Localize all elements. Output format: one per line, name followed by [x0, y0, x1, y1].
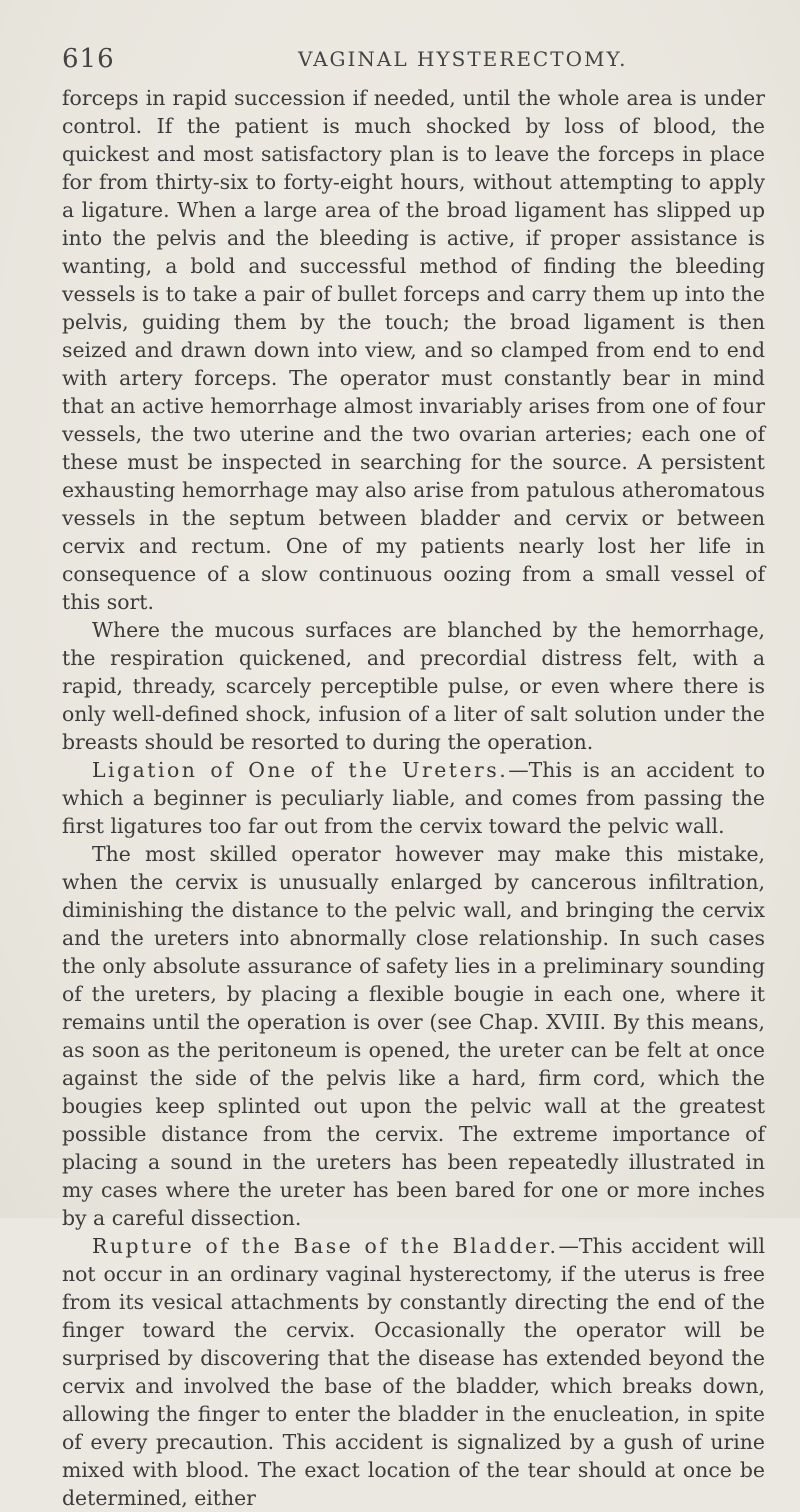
- section-lead-text: This is an accident to which a beginner is peculiarly liable, and comes from passing the first ligatures too far out from the cervix toward the pelvic wall.: [62, 758, 765, 838]
- body-text: [62, 84, 765, 1512]
- section-heading: Rupture of the Base of the Bladder.: [92, 1234, 559, 1258]
- page-number: 616: [62, 44, 115, 74]
- em-dash: —: [508, 758, 529, 782]
- section-bladder: [62, 1232, 765, 1512]
- section-ureters: [62, 756, 765, 840]
- page-header: [60, 44, 760, 74]
- running-title: VAGINAL HYSTERECTOMY.: [298, 47, 628, 71]
- paragraph: forceps in rapid succession if needed, until the whole area is under control. If the patient is much shocked by loss of blood, the quickest and most satisfactory plan is to leave the forceps in place for from thirty-six to forty-eight hours, without attempting to apply a ligature. When a large area of the broad ligament has slipped up into the pelvis and the bleeding is active, if proper assistance is wanting, a bold and successful method of finding the bleeding vessels is to take a pair of bullet forceps and carry them up into the pelvis, guiding them by the touch; the broad ligament is then seized and drawn down into view, and so clamped from end to end with artery forceps. The operator must constantly bear in mind that an active hemorrhage almost invariably arises from one of four vessels, the two uterine and the two ovarian arteries; each one of these must be inspected in searching for the source. A persistent exhausting hemorrhage may also arise from patulous atheromatous vessels in the septum between bladder and cervix or between cervix and rectum. One of my patients nearly lost her life in consequence of a slow continuous oozing from a small vessel of this sort.: [62, 86, 765, 614]
- section-heading: Ligation of One of the Ureters.: [92, 758, 509, 782]
- paragraph: The most skilled operator however may make this mistake, when the cervix is unusually enlarged by cancerous infiltration, diminishing the distance to the pelvic wall, and bringing the cervix and the ureters into abnormally close relationship. In such cases the only absolute assurance of safety lies in a preliminary sounding of the ureters, by placing a flexible bougie in each one, where it remains until the operation is over (see Chap. XVIII. By this means, as soon as the peritoneum is opened, the ureter can be felt at once against the side of the pelvis like a hard, firm cord, which the bougies keep splinted out upon the pelvic wall at the greatest possible distance from the cervix. The extreme importance of placing a sound in the ureters has been repeatedly illustrated in my cases where the ureter has been bared for one or more inches by a careful dissection.: [62, 842, 765, 1230]
- paragraph: Where the mucous surfaces are blanched by the hemorrhage, the respiration quickened, and precordial distress felt, with a rapid, thready, scarcely perceptible pulse, or even where there is only well-defined shock, infusion of a liter of salt solution under the breasts should be resorted to during the operation.: [62, 618, 765, 754]
- section-lead-text: This accident will not occur in an ordinary vaginal hysterectomy, if the uterus is free from its vesical attachments by constantly directing the end of the finger toward the cervix. Occasionally the operator will be surprised by discovering that the disease has extended beyond the cervix and involved the base of the bladder, which breaks down, allowing the finger to enter the bladder in the enucleation, in spite of every precaution. This accident is signalized by a gush of urine mixed with blood. The exact location of the tear should at once be determined, either: [62, 1234, 765, 1510]
- em-dash: —: [558, 1234, 579, 1258]
